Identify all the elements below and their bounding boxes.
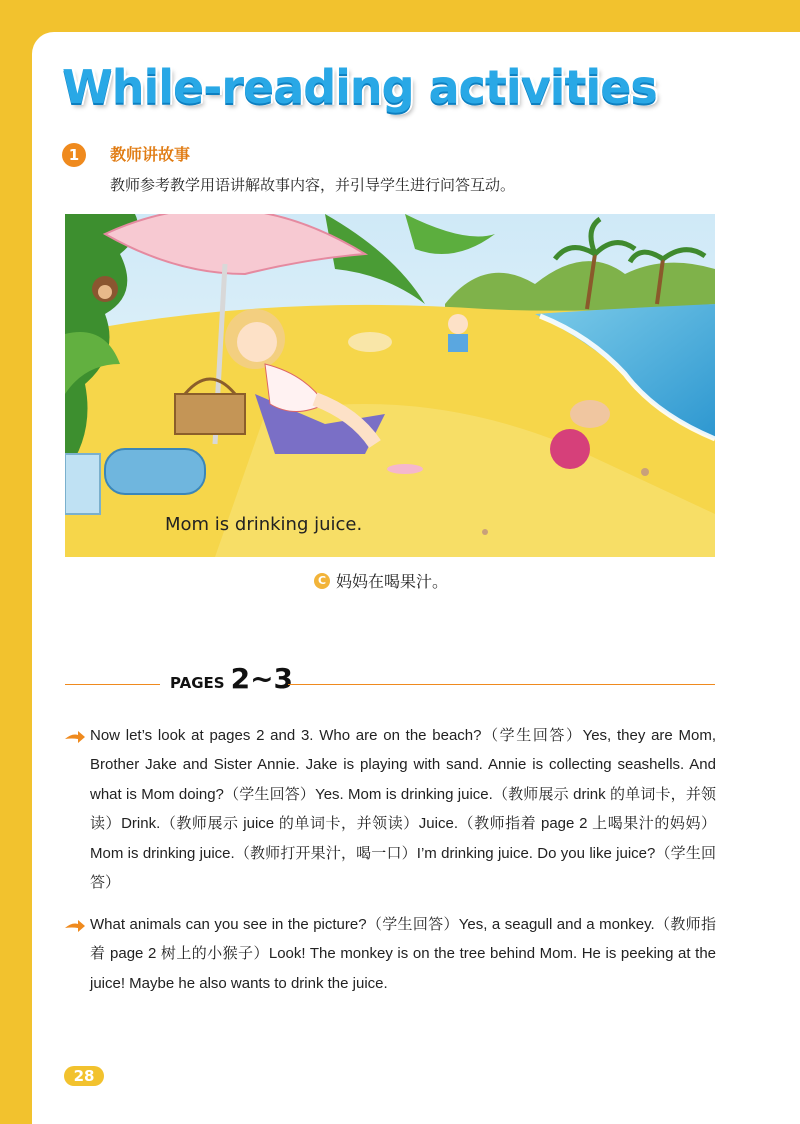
story-paragraph: Now let’s look at pages 2 and 3. Who are on the beach?（学生回答）Yes, they are Mom, Brother Jake and Sister Annie. Jake is playing with sand. Annie is collecting seashells. And what is Mom doing?（学生回答）Yes. Mom is drinking juice.（教师展示 drink 的单词卡，并领读）Drink.（教师展示 juice 的单词卡，并领读）Juice.（教师指着 page 2 上喝果汁的妈妈）Mom is drinking juice.（教师打开果汁，喝一口）I’m drinking juice. Do you like juice?（学生回答） bbox=[90, 727, 716, 892]
section-divider-left bbox=[65, 684, 160, 685]
illustration-caption: Mom is drinking juice. bbox=[165, 514, 363, 535]
beach-illustration bbox=[65, 214, 715, 557]
page-title: While-reading activities bbox=[62, 60, 657, 114]
step-number-badge: 1 bbox=[62, 143, 86, 167]
page-number-badge: 28 bbox=[64, 1066, 104, 1086]
chinese-translation-icon: C bbox=[314, 573, 330, 589]
page-sheet bbox=[32, 32, 800, 1124]
step-description: 教师参考教学用语讲解故事内容，并引导学生进行问答互动。 bbox=[110, 176, 516, 194]
section-divider-right bbox=[288, 684, 715, 685]
section-page-range: 2~3 bbox=[230, 662, 294, 695]
translation-text: 妈妈在喝果汁。 bbox=[336, 572, 449, 591]
section-heading bbox=[170, 662, 293, 695]
bullet-arrow-icon bbox=[64, 730, 86, 744]
caption-translation bbox=[314, 569, 448, 592]
bullet-arrow-icon bbox=[64, 919, 86, 933]
story-paragraph: What animals can you see in the picture?（学生回答）Yes, a seagull and a monkey.（教师指着 page 2 树上的小猴子）Look! The monkey is on the tree behind Mom. He is peeking at the juice! Maybe he also wants to drink the juice. bbox=[90, 916, 716, 992]
step-title: 教师讲故事 bbox=[110, 145, 191, 164]
section-label: PAGES bbox=[170, 674, 225, 692]
